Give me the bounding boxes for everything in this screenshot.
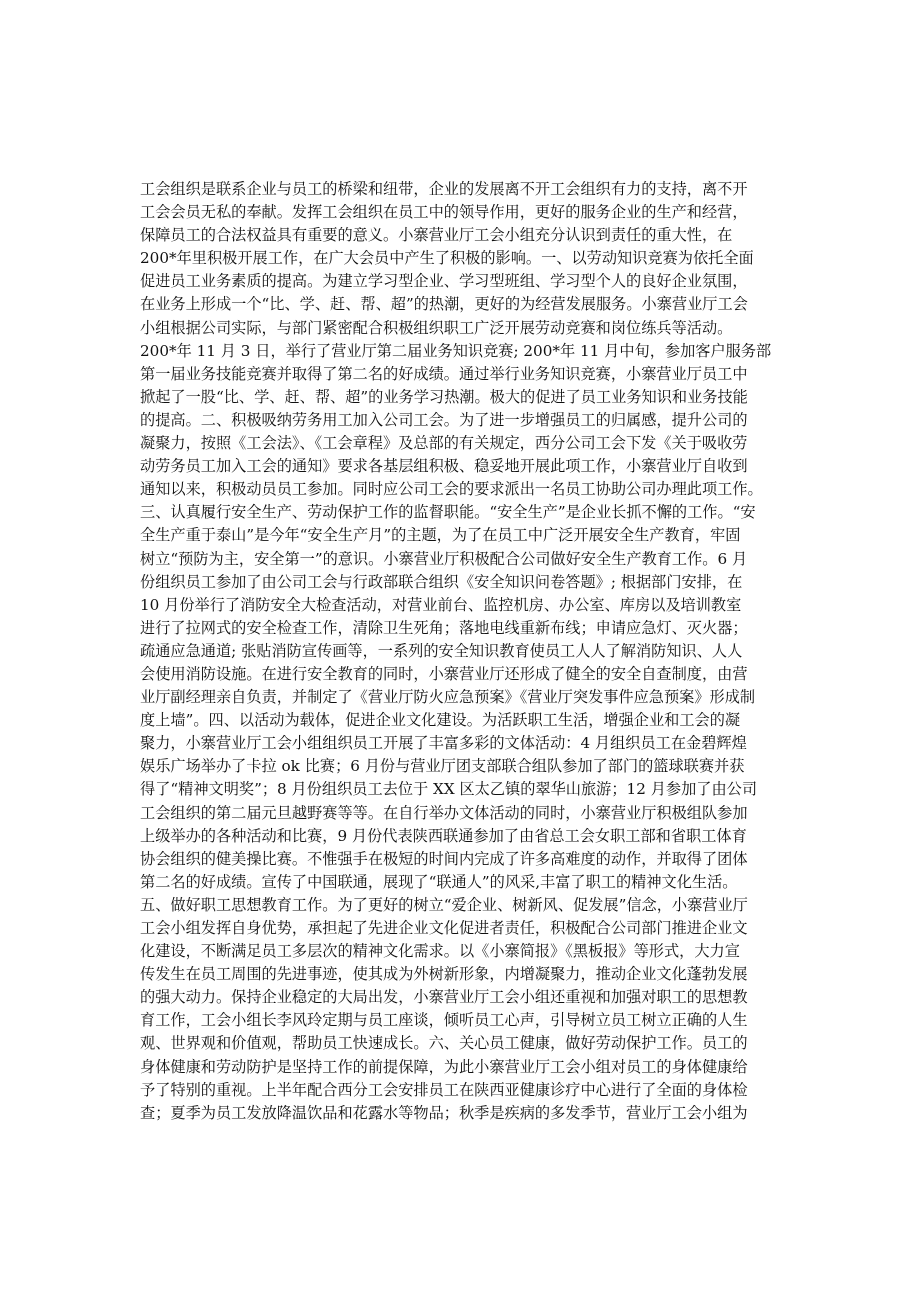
text-line: 得了“精神文明奖”；8 月份组织员工去位于 XX 区太乙镇的翠华山旅游；12 月参加了由公司	[140, 780, 758, 799]
text-line: 动劳务员工加入工会的通知》要求各基层组积极、稳妥地开展此项工作，小寨营业厅自收到	[140, 457, 748, 476]
text-line: 予了特别的重视。上半年配合西分工会安排员工在陕西亚健康诊疗中心进行了全面的身体检	[140, 1080, 748, 1099]
text-line: 的强大动力。保持企业稳定的大局出发，小寨营业厅工会小组还重视和加强对职工的思想教	[140, 988, 748, 1007]
text-line: 小组根据公司实际，与部门紧密配合积极组织职工广泛开展劳动竞赛和岗位练兵等活动。	[140, 318, 733, 337]
text-line: 查；夏季为员工发放降温饮品和花露水等物品；秋季是疾病的多发季节，营业厅工会小组为	[140, 1103, 748, 1122]
text-line: 工会会员无私的奉献。发挥工会组织在员工中的领导作用，更好的服务企业的生产和经营，	[140, 203, 748, 222]
text-line: 三、认真履行安全生产、劳动保护工作的监督职能。“安全生产”是企业长抓不懈的工作。“安	[140, 503, 756, 522]
text-line: 身体健康和劳动防护是坚持工作的前提保障，为此小寨营业厅工会小组对员工的身体健康给	[140, 1057, 748, 1076]
text-line: 200*年里积极开展工作，在广大会员中产生了积极的影响。一、以劳动知识竞赛为依托全面	[140, 249, 754, 268]
text-line: 进行了拉网式的安全检查工作，清除卫生死角；落地电线重新布线；申请应急灯、灭火器；	[140, 618, 748, 637]
text-line: 第二名的好成绩。宣传了中国联通，展现了“联通人”的风采,丰富了职工的精神文化生活。	[140, 872, 738, 891]
text-line: 协会组织的健美操比赛。不惟强手在极短的时间内完成了许多高难度的动作，并取得了团体	[140, 849, 748, 868]
text-line: 观、世界观和价值观，帮助员工快速成长。六、关心员工健康，做好劳动保护工作。员工的	[140, 1034, 748, 1053]
text-line: 工会组织的第二届元旦越野赛等等。在自行举办文体活动的同时，小寨营业厅积极组队参加	[140, 803, 748, 822]
document-body	[140, 178, 780, 1125]
text-line: 娱乐广场举办了卡拉 ok 比赛；6 月份与营业厅团支部联合组队参加了部门的篮球联赛并获	[140, 757, 745, 776]
text-line: 化建设，不断满足员工多层次的精神文化需求。以《小寨简报》《黑板报》等形式，大力宣	[140, 942, 740, 961]
text-line: 树立“预防为主，安全第一”的意识。小寨营业厅积极配合公司做好安全生产教育工作。6 月	[140, 549, 748, 568]
text-line: 疏通应急通道; 张贴消防宣传画等，一系列的安全知识教育使员工人人了解消防知识、人人	[140, 641, 743, 660]
text-line: 第一届业务技能竞赛并取得了第二名的好成绩。通过举行业务知识竞赛，小寨营业厅员工中	[140, 364, 748, 383]
text-line: 在业务上形成一个“比、学、赶、帮、超”的热潮，更好的为经营发展服务。小寨营业厅工会	[140, 295, 748, 314]
text-line: 全生产重于泰山”是今年“安全生产月”的主题，为了在员工中广泛开展安全生产教育，牢固	[140, 526, 741, 545]
text-line: 凝聚力，按照《工会法》、《工会章程》及总部的有关规定，西分公司工会下发《关于吸收劳	[140, 434, 748, 453]
text-line: 10 月份举行了消防安全大检查活动，对营业前台、监控机房、办公室、库房以及培训教室	[140, 595, 742, 614]
text-line: 业厅副经理亲自负责，并制定了《营业厅防火应急预案》《营业厅突发事件应急预案》形成制	[140, 688, 756, 707]
text-line: 度上墙”。四、以活动为载体，促进企业文化建设。为活跃职工生活，增强企业和工会的凝	[140, 711, 741, 730]
text-line: 促进员工业务素质的提高。为建立学习型企业、学习型班组、学习型个人的良好企业氛围，	[140, 272, 748, 291]
text-line: 传发生在员工周围的先进事迹，使其成为外树新形象，内增凝聚力，推动企业文化蓬勃发展	[140, 965, 748, 984]
text-line: 通知以来，积极动员员工参加。同时应公司工会的要求派出一名员工协助公司办理此项工作。	[140, 480, 763, 499]
text-line: 五、做好职工思想教育工作。为了更好的树立“爱企业、树新风、促发展”信念，小寨营业厅	[140, 895, 748, 914]
text-line: 工会小组发挥自身优势，承担起了先进企业文化促进者责任，积极配合公司部门推进企业文	[140, 919, 748, 937]
text-line: 聚力，小寨营业厅工会小组组织员工开展了丰富多彩的文体活动：4 月组织员工在金碧辉煌	[140, 734, 747, 753]
text-line: 会使用消防设施。在进行安全教育的同时，小寨营业厅还形成了健全的安全自查制度，由营	[140, 664, 748, 683]
text-line: 育工作，工会小组长李风玲定期与员工座谈，倾听员工心声，引导树立员工树立正确的人生	[140, 1011, 748, 1030]
text-line: 保障员工的合法权益具有重要的意义。小寨营业厅工会小组充分认识到责任的重大性，在	[140, 226, 733, 245]
text-line: 工会组织是联系企业与员工的桥梁和纽带，企业的发展离不开工会组织有力的支持，离不开	[140, 180, 748, 198]
text-line: 份组织员工参加了由公司工会与行政部联合组织《安全知识问卷答题》; 根据部门安排，在	[140, 572, 743, 591]
text-line: 的提高。二、积极吸纳劳务用工加入公司工会。为了进一步增强员工的归属感，提升公司的	[140, 410, 748, 429]
text-line: 上级举办的各种活动和比赛，9 月份代表陕西联通参加了由省总工会女职工部和省职工体育	[140, 826, 747, 845]
text-line: 200*年 11 月 3 日，举行了营业厅第二届业务知识竞赛; 200*年 11 月中旬，参加客户服务部	[140, 341, 772, 360]
text-line: 掀起了一股“比、学、赶、帮、超”的业务学习热潮。极大的促进了员工业务知识和业务技能	[140, 387, 748, 406]
